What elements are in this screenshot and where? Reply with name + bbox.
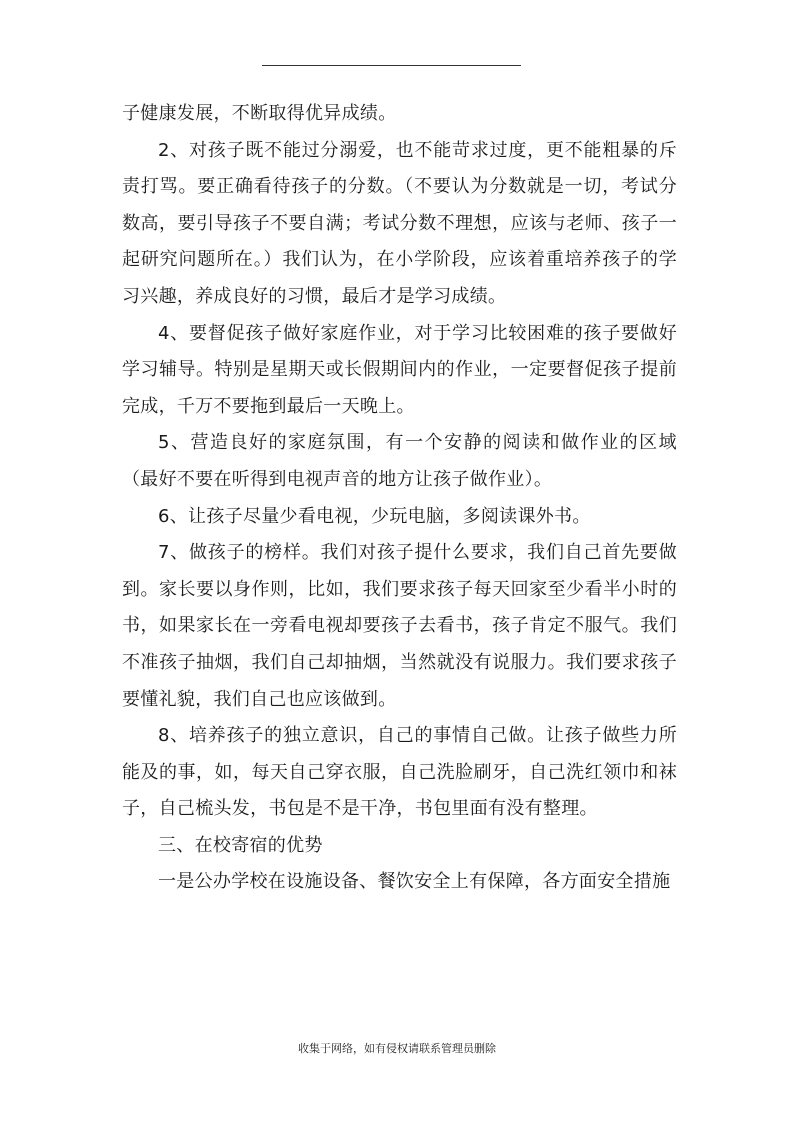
paragraph-item-5: 5、营造良好的家庭氛围，有一个安静的阅读和做作业的区域（最好不要在听得到电视声音的地方让孩子做作业）。 [122, 432, 677, 490]
header-rule [262, 65, 521, 66]
paragraph-item-4: 4、要督促孩子做好家庭作业，对于学习比较困难的孩子要做好学习辅导。特别是星期天或长假期间内的作业，一定要督促孩子提前完成，千万不要拖到最后一天晚上。 [122, 322, 677, 417]
paragraph-item-6: 6、让孩子尽量少看电视，少玩电脑，多阅读课外书。 [158, 505, 591, 527]
paragraph-section-start: 一是公办学校在设施设备、餐饮安全上有保障，各方面安全措施 [158, 871, 671, 893]
section-heading: 三、在校寄宿的优势 [158, 834, 323, 856]
document-body [122, 96, 677, 901]
paragraph-item-7: 7、做孩子的榜样。我们对孩子提什么要求，我们自己首先要做到。家长要以身作则，比如，我们要求孩子每天回家至少看半小时的书，如果家长在一旁看电视却要孩子去看书，孩子肯定不服气。我们不准孩子抽烟，我们自己却抽烟，当然就没有说服力。我们要求孩子要懂礼貌，我们自己也应该做到。 [122, 542, 677, 710]
paragraph-continuation: 子健康发展，不断取得优异成绩。 [122, 103, 397, 124]
paragraph-item-2: 2、对孩子既不能过分溺爱，也不能苛求过度，更不能粗暴的斥责打骂。要正确看待孩子的分数。（不要认为分数就是一切，考试分数高，要引导孩子不要自满；考试分数不理想，应该与老师、孩子一起研究问题所在。）我们认为，在小学阶段，应该着重培养孩子的学习兴趣，养成良好的习惯，最后才是学习成绩。 [122, 139, 677, 307]
paragraph-item-8: 8、培养孩子的独立意识，自己的事情自己做。让孩子做些力所能及的事，如，每天自己穿衣服，自己洗脸刷牙，自己洗红领巾和袜子，自己梳头发，书包是不是干净，书包里面有没有整理。 [122, 725, 677, 820]
page-footer: 收集于网络，如有侵权请联系管理员删除 [298, 1042, 496, 1055]
